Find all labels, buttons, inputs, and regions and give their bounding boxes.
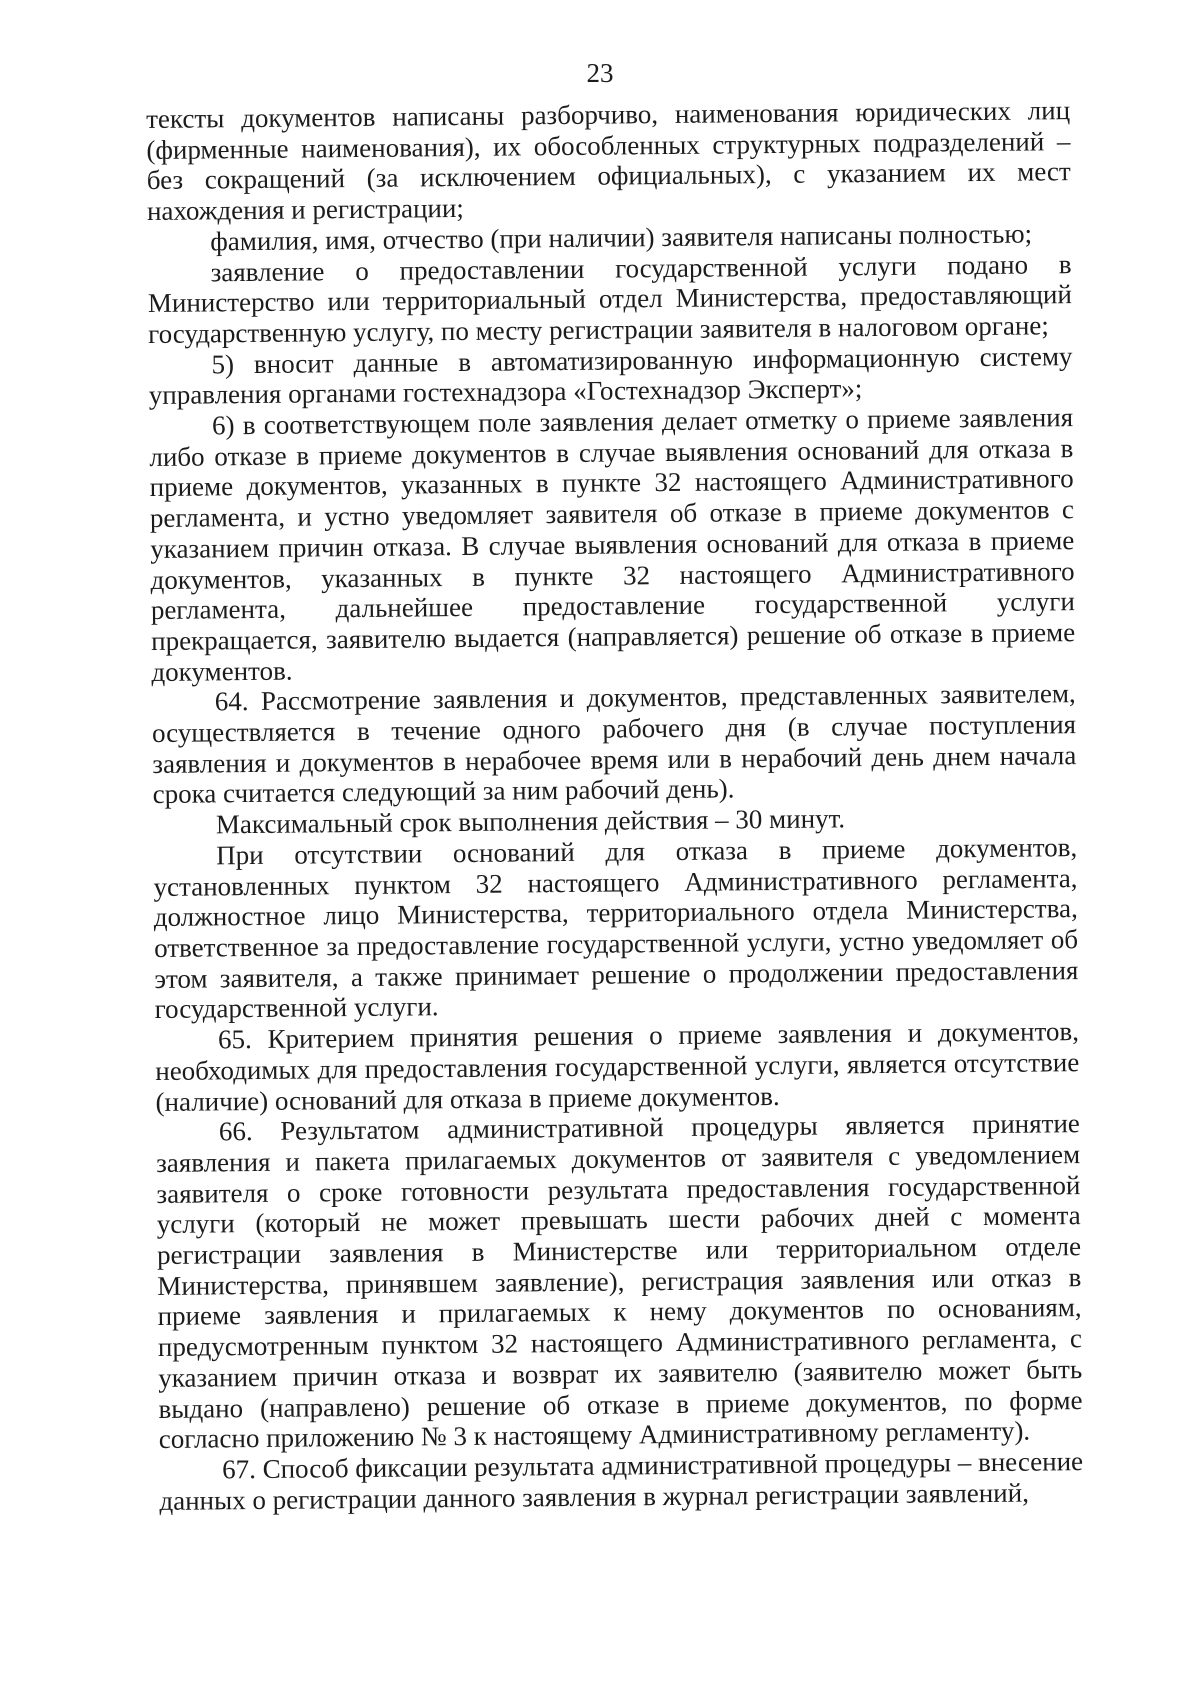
paragraph-item-5: 5) вносит данные в автоматизированную информационную систему управления органами гостехнадзора «Гостехнадзор Эксперт»; (148, 340, 1073, 411)
paragraph-application-submitted: заявление о предоставлении государственной услуги подано в Министерство или территориальный отдел Министерства, предоставляющий государственную услугу, по месту регистрации заявителя в налоговом органе; (147, 248, 1073, 349)
paragraph-item-6: 6) в соответствующем поле заявления делает отметку о приеме заявления либо отказе в приеме документов в случае выявления оснований для отказа в приеме документов, указанных в пункте 32 настоящего Административного регламента, и устно уведомляет заявителя об отказе в приеме документов с указанием причин отказа. В случае выявления оснований для отказа в приеме документов, указанных в пункте 32 настоящего Административного регламента, дальнейшее предоставление государственной услуги прекращается, заявителю выдается (направляется) решение об отказе в приеме документов. (149, 402, 1076, 687)
paragraph-no-grounds: При отсутствии оснований для отказа в приеме документов, установленных пунктом 32 настоящего Административного регламента, должностное лицо Министерства, территориального отдела Министерства, ответственное за предоставление государственной услуги, устно уведомляет об этом заявителя, а также принимает решение о продолжении предоставления государственной услуги. (153, 831, 1079, 1025)
paragraph-64: 64. Рассмотрение заявления и документов, представленных заявителем, осуществляется в течение одного рабочего дня (в случае поступления заявления и документов в нерабочее время или в нерабочий день днем начала срока считается следующий за ним рабочий день). (151, 678, 1077, 810)
paragraph-66: 66. Результатом административной процедуры является принятие заявления и пакета прилагаемых документов от заявителя с уведомлением заявителя о сроке готовности результата предоставления государственной услуги (который не может превышать шести рабочих дней с момента регистрации заявления в Министерстве или территориальном отделе Министерства, принявшем заявление), регистрация заявления или отказ в приеме заявления и прилагаемых к нему документов по основаниям, предусмотренным пунктом 32 настоящего Административного регламента, с указанием причин отказа и возврат их заявителю (заявителю может быть выдано (направлено) решение об отказе в приеме документов, по форме согласно приложению № 3 к настоящему Административному регламенту). (156, 1108, 1083, 1455)
paragraph-65: 65. Критерием принятия решения о приеме заявления и документов, необходимых для предоставления государственной услуги, является отсутствие (наличие) оснований для отказа в приеме документов. (155, 1016, 1080, 1117)
paragraph-full-name: фамилия, имя, отчество (при наличии) заявителя написаны полностью; (210, 218, 1033, 257)
page-body (146, 95, 1084, 1516)
paragraph-continuation: тексты документов написаны разборчиво, наименования юридических лиц (фирменные наименования), их обособленных структурных подразделений – без сокращений (за исключением официальных), с указанием их мест нахождения и регистрации; (146, 95, 1071, 227)
paragraph-67: 67. Способ фиксации результата административной процедуры – внесение данных о регистрации данного заявления в журнал регистрации заявлений, (159, 1446, 1084, 1516)
page-number: 23 (586, 58, 614, 88)
paragraph-max-duration: Максимальный срок выполнения действия – 30 минут. (215, 803, 846, 840)
